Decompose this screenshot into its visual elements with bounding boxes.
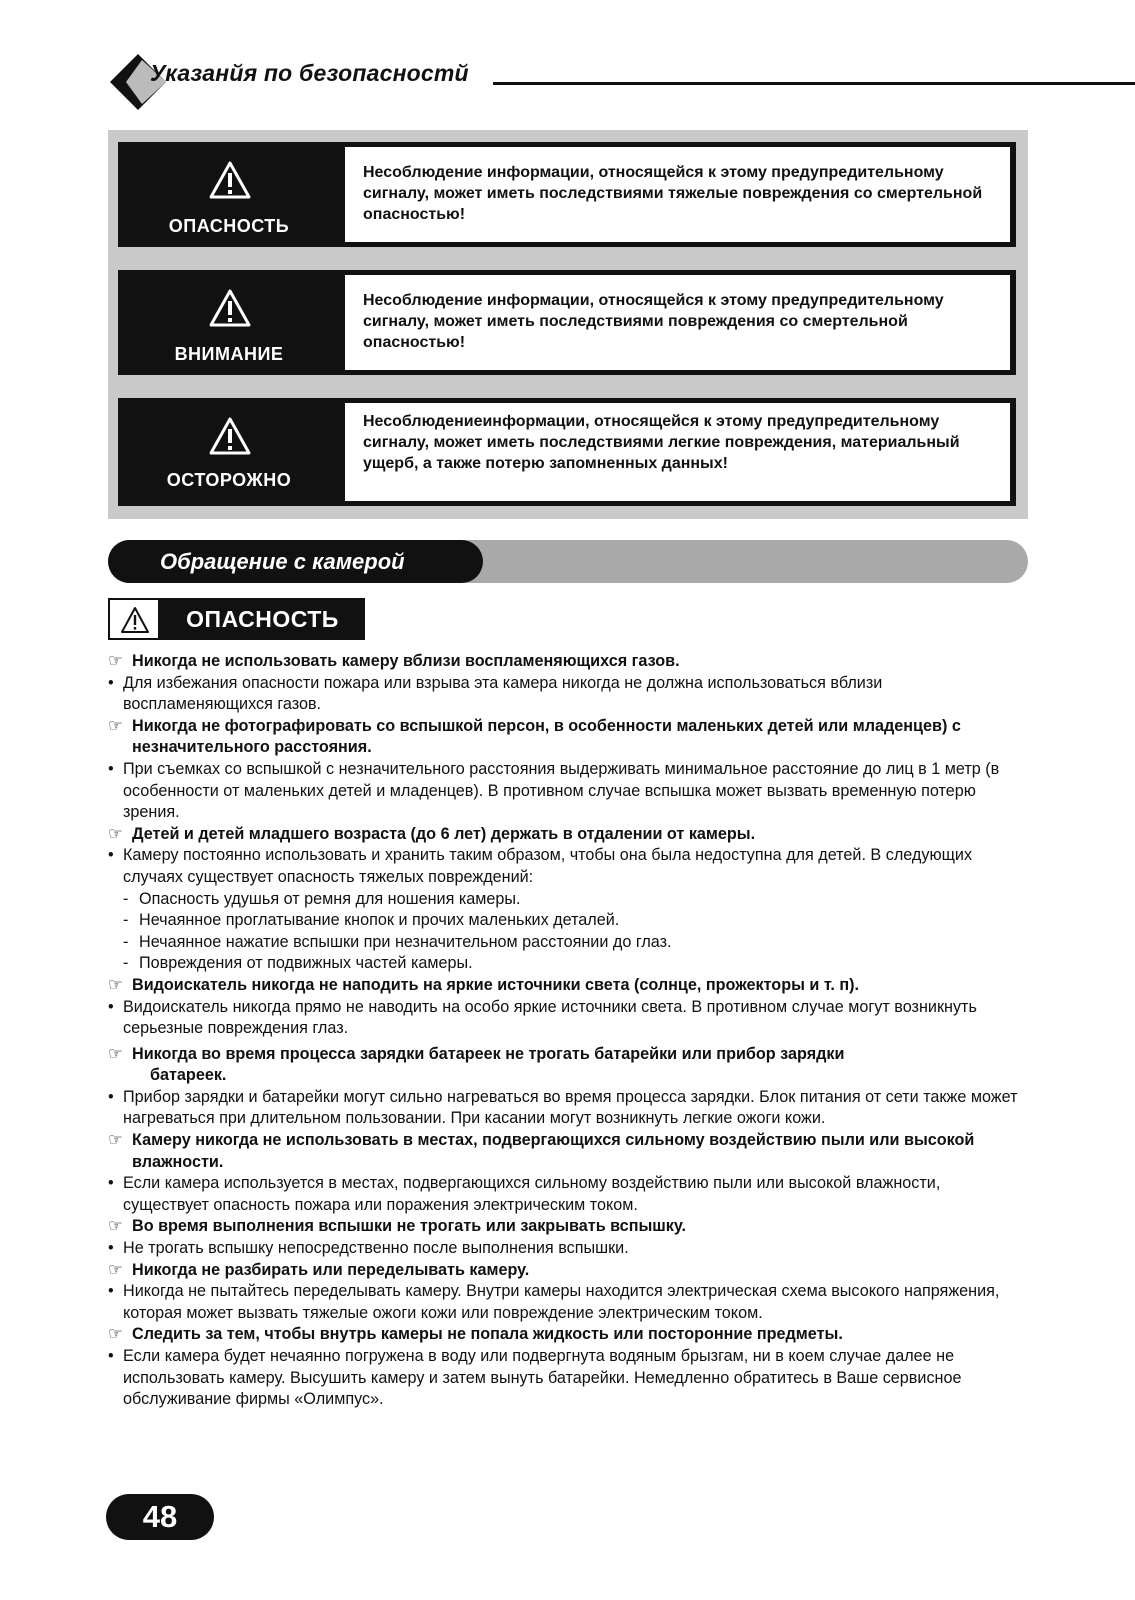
pointing-hand-icon: ☞	[108, 716, 123, 735]
instruction-heading: ☞ Никогда не разбирать или переделывать камеру.	[108, 1260, 1028, 1282]
level-caution	[118, 398, 1016, 506]
instruction-heading: ☞ Детей и детей младшего возраста (до 6 лет) держать в отдалении от камеры.	[108, 824, 1028, 846]
level-description: Несоблюдениеинформации, относящейся к этому предупредительному сигналу, может иметь последствиями легкие повреждения, материальный ущерб, а также потерю запомненных данных!	[345, 403, 1010, 501]
instruction-subitem: - Нечаянное проглатывание кнопок и прочих маленьких деталей.	[123, 911, 620, 930]
instruction-heading: ☞ Следить за тем, чтобы внутрь камеры не попала жидкость или посторонние предметы.	[108, 1324, 1028, 1346]
instruction-bullet: • Если камера используется в местах, подвергающихся сильному воздействию пыли или высокой влажности, существует опасность пожара или поражения электрическим током.	[108, 1174, 941, 1214]
level-label: ВНИМАНИЕ	[174, 344, 284, 364]
pointing-hand-icon: ☞	[108, 1044, 123, 1063]
instruction-heading: ☞ Никогда во время процесса зарядки батареек не трогать батарейки или прибор зарядки батареек.	[108, 1044, 845, 1085]
level-label: ОПАСНОСТЬ	[168, 216, 290, 236]
instruction-subitem: - Нечаянное нажатие вспышки при незначительном расстоянии до глаз.	[123, 932, 672, 951]
instruction-bullet: • При съемках со вспышкой с незначительного расстояния выдерживать минимальное расстояние до лиц в 1 метр (в особенности от маленьких детей и младенцев). В противном случае вспышка может вызвать временную потерю зрения.	[108, 759, 1000, 822]
header-rule	[493, 82, 1135, 85]
pointing-hand-icon: ☞	[108, 824, 123, 843]
page-title: Указанйя по безопасностй	[150, 60, 469, 86]
warning-triangle-icon	[208, 288, 252, 328]
instruction-bullet: • Никогда не пытайтесь переделывать камеру. Внутри камеры находится электрическая схема высокого напряжения, которая может вызвать тяжелые ожоги кожи или повреждение электрическим током.	[108, 1282, 1000, 1322]
instruction-bullet: • Если камера будет нечаянно погружена в воду или подвергнута водяным брызгам, ни в коем случае далее не использовать камеру. Высушить камеру и затем вынуть батарейки. Немедленно обратитесь в Ваше сервисное обслуживание фирмы «Олимпус».	[108, 1347, 962, 1409]
pointing-hand-icon: ☞	[108, 975, 123, 994]
pointing-hand-icon: ☞	[108, 1131, 123, 1150]
instruction-bullet: • Видоискатель никогда прямо не наводить на особо яркие источники света. В противном случае могут возникнуть серьезные повреждения глаз.	[108, 997, 977, 1038]
section-bar	[108, 540, 1028, 583]
pointing-hand-icon: ☞	[108, 1325, 123, 1344]
level-description: Несоблюдение информации, относящейся к этому предупредительному сигналу, может иметь последствиями тяжелые повреждения со смертельной опасностью!	[345, 147, 1010, 242]
page-header	[108, 52, 1135, 112]
instruction-subitem: - Повреждения от подвижных частей камеры.	[123, 954, 473, 973]
pointing-hand-icon: ☞	[108, 652, 123, 670]
instruction-bullet: • Для избежания опасности пожара или взрыва эта камера никогда не должна использоваться вблизи воспламеняющихся газов.	[108, 673, 883, 714]
instruction-heading: ☞ Никогда не использовать камеру вблизи воспламеняющихся газов.	[108, 651, 1028, 673]
instruction-subitem: - Опасность удушья от ремня для ношения камеры.	[123, 889, 521, 908]
level-warning	[118, 270, 1016, 375]
warning-triangle-icon	[120, 606, 150, 634]
instruction-bullet: • Камеру постоянно использовать и хранить таким образом, чтобы она была недоступна для детей. В следующих случаях существует опасность тяжелых повреждений:	[108, 846, 973, 886]
pointing-hand-icon: ☞	[108, 1217, 123, 1236]
danger-label: ОПАСНОСТЬ	[160, 598, 365, 640]
instruction-bullet: • Не трогать вспышку непосредственно после выполнения вспышки.	[108, 1239, 629, 1258]
level-label: ОСТОРОЖНО	[166, 470, 292, 490]
level-description: Несоблюдение информации, относящейся к этому предупредительному сигналу, может иметь последствиями повреждения со смертельной опасностью!	[345, 275, 1010, 370]
pointing-hand-icon: ☞	[108, 1260, 123, 1279]
safety-instructions	[108, 651, 1028, 1411]
danger-heading	[108, 598, 365, 640]
instruction-heading: ☞ Видоискатель никогда не наподить на яркие источники света (солнце, прожекторы и т. п).	[108, 975, 1028, 997]
warning-triangle-icon	[208, 160, 252, 200]
instruction-bullet: • Прибор зарядки и батарейки могут сильно нагреваться во время процесса зарядки. Блок питания от сети также может нагреваться при длительном пользовании. При касании могут возникнуть легкие ожоги кожи.	[108, 1087, 1018, 1128]
instruction-heading: ☞ Во время выполнения вспышки не трогать или закрывать вспышку.	[108, 1216, 1028, 1238]
warning-levels-panel	[108, 130, 1028, 519]
instruction-heading: ☞ Камеру никогда не использовать в местах, подвергающихся сильному воздействию пыли или высокой влажности.	[108, 1131, 975, 1171]
level-danger	[118, 142, 1016, 247]
page-number: 48	[106, 1494, 214, 1540]
instruction-heading: ☞ Никогда не фотографировать со вспышкой персон, в особенности маленьких детей или младенцев) с незначительного расстояния.	[108, 716, 961, 757]
warning-triangle-icon	[208, 416, 252, 456]
section-title: Обращение с камерой	[108, 540, 483, 583]
